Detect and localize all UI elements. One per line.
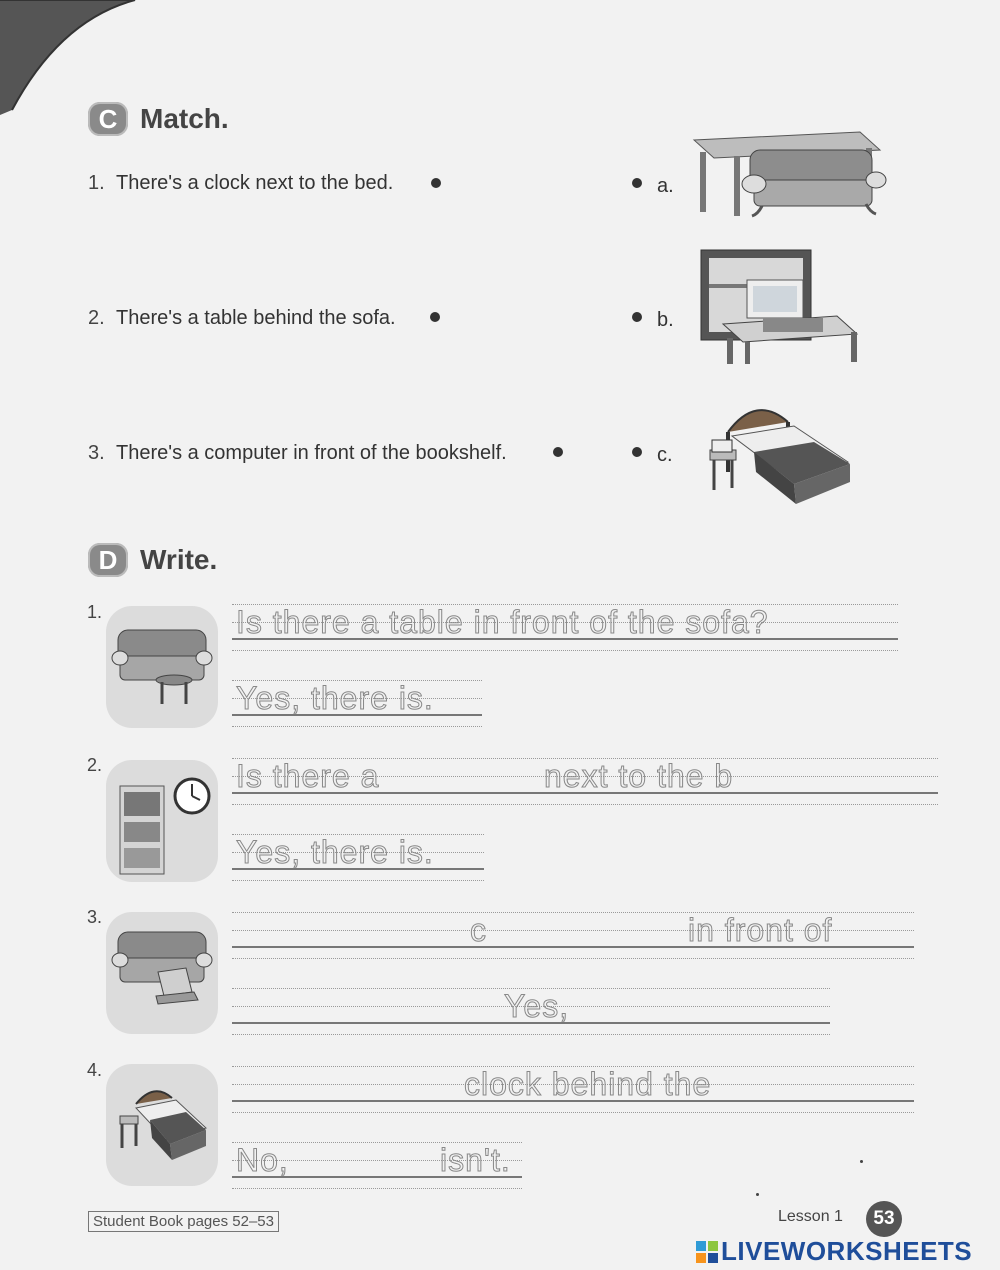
- match-letter: a.: [657, 175, 674, 197]
- match-right-dot-a[interactable]: [632, 178, 642, 188]
- trace-text: in front of: [688, 912, 833, 948]
- write-item-number: 4.: [87, 1060, 103, 1080]
- section-d-title: Write.: [140, 544, 218, 575]
- trace-text: No,: [236, 1142, 289, 1178]
- trace-text: next to the b: [544, 758, 734, 794]
- match-left-dot-2[interactable]: [430, 312, 440, 322]
- bed-and-chair-picture: [106, 1064, 218, 1186]
- computer-bookshelf-picture: [697, 246, 867, 366]
- writing-line-a4[interactable]: [232, 1138, 522, 1190]
- match-left-dot-3[interactable]: [553, 447, 563, 457]
- match-letter: b.: [657, 309, 674, 331]
- lesson-label: Lesson 1: [778, 1208, 843, 1225]
- trace-text: Yes, there is.: [236, 680, 434, 716]
- write-item-number: 2.: [87, 755, 103, 775]
- match-item-sentence: There's a computer in front of the bookshelf.: [116, 442, 507, 464]
- writing-line-q2[interactable]: [232, 754, 938, 806]
- scan-speck: [860, 1160, 863, 1163]
- liveworksheets-logo: [696, 1236, 972, 1267]
- section-c-badge: C: [88, 102, 128, 136]
- section-d-badge: D: [88, 543, 128, 577]
- page-number: 53: [866, 1201, 902, 1237]
- write-item-number: 3.: [87, 907, 103, 927]
- sofa-and-table-picture: [106, 606, 218, 728]
- liveworksheets-icon: [696, 1241, 718, 1263]
- section-c-title: Match.: [140, 103, 229, 134]
- bookshelf-and-clock-picture: [106, 760, 218, 882]
- match-item-number: 3.: [88, 442, 105, 464]
- match-letter: c.: [657, 444, 673, 466]
- trace-text: isn't.: [440, 1142, 511, 1178]
- trace-text: clock behind the: [464, 1066, 712, 1102]
- liveworksheets-text: LIVEWORKSHEETS: [721, 1236, 973, 1266]
- match-item-number: 2.: [88, 307, 105, 329]
- match-right-dot-c[interactable]: [632, 447, 642, 457]
- writing-line-q3[interactable]: [232, 908, 914, 960]
- writing-line-a2[interactable]: [232, 830, 484, 882]
- writing-line-a3[interactable]: [232, 984, 830, 1036]
- section-c-header: [88, 102, 229, 136]
- write-item-number: 1.: [87, 602, 103, 622]
- writing-line-q4[interactable]: [232, 1062, 914, 1114]
- scan-speck: [756, 1193, 759, 1196]
- match-right-dot-b[interactable]: [632, 312, 642, 322]
- writing-line-q1[interactable]: [232, 600, 898, 652]
- student-book-reference: Student Book pages 52–53: [88, 1211, 279, 1232]
- match-item-sentence: There's a table behind the sofa.: [116, 307, 396, 329]
- trace-text: Yes,: [504, 988, 570, 1024]
- trace-text: Is there a table in front of the sofa?: [236, 604, 769, 640]
- section-d-header: [88, 543, 217, 577]
- match-left-dot-1[interactable]: [431, 178, 441, 188]
- sofa-table-picture: [690, 122, 890, 222]
- match-item-sentence: There's a clock next to the bed.: [116, 172, 394, 194]
- trace-text: c: [470, 912, 487, 948]
- sofa-and-laptop-picture: [106, 912, 218, 1034]
- trace-text: Is there a: [236, 758, 380, 794]
- writing-line-a1[interactable]: [232, 676, 482, 728]
- match-item-number: 1.: [88, 172, 105, 194]
- bed-clock-picture: [698, 392, 858, 512]
- trace-text: Yes, there is.: [236, 834, 434, 870]
